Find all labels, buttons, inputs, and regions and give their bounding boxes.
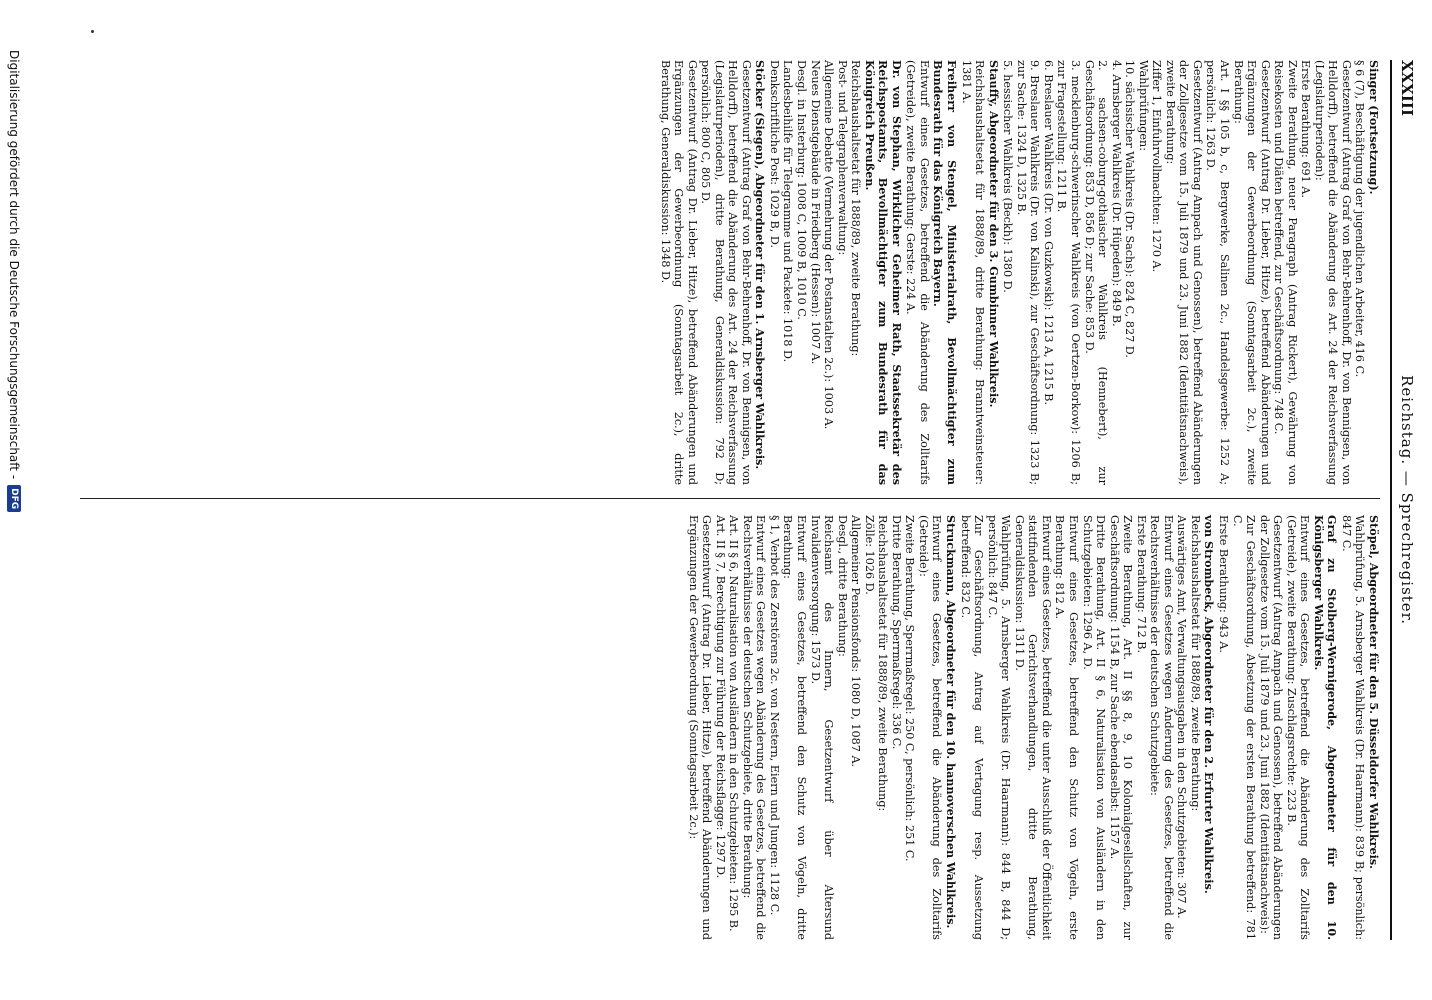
entry-line: Erste Berathung: 943 A. xyxy=(1216,515,1230,653)
entry-line: Zweite Berathung, Art. II §§ 8, 9, 10 Kolonialgesellschaften, zur Geschäftsordnung: 1154 B, zur Sache ebendaselbst: 1157 A. xyxy=(1107,515,1135,940)
entry-line: Entwurf eines Gesetzes, betreffend die Abänderung des Zolltarifs (Getreide): xyxy=(916,515,944,940)
entry-line: Gesetzentwurf (Antrag Dr. Lieber, Hitze), betreffend Abänderungen und Ergänzungen der Gewerbeordnung (Sonntagsarbeit 2c.): xyxy=(686,515,714,940)
entry-line: Erste Berathung: 712 B. xyxy=(1134,515,1148,654)
page-mark xyxy=(91,30,94,33)
entry-line: Desgl. in Insterburg: 1008 C, 1009 B, 1010 C. xyxy=(795,60,809,320)
entry-line: 2. sachsen-coburg-gothaischer Wahlkreis (Hennebert), zur Geschäftsordnung: 853 D, 856 D; zur Sache: 853 D. xyxy=(1082,60,1110,485)
entry-heading: Stöpel, Abgeordneter für den 5. Düsseldorfer Wahlkreis. xyxy=(1367,515,1381,870)
entry-line: Zweite Berathung, Sperrmaßregel: 250 C, persönlich: 251 C. xyxy=(903,515,917,862)
entry-heading: Dr. von Stephan, Wirklicher Geheimer Rath, Staatssekretär des Reichspostamts, Bevollmächtigter zum Bundesrath für das Königreich Preußen. xyxy=(862,60,904,485)
entry-line: Entwurf eines Gesetzes wegen Abänderung des Gesetzes, betreffend die Rechtsverhältnisse der deutschen Schutzgebiete, dritte Berathung: xyxy=(740,515,768,940)
column-divider xyxy=(80,498,1380,499)
entry-line: Entwurf eines Gesetzes, betreffend den Schutz von Vögeln, erste Berathung: 812 A. xyxy=(1053,515,1080,940)
entry-line: Entwurf eines Gesetzes, betreffend die unter Ausschluß der Öffentlichkeit stattfindenden Gerichtsverhandlungen, dritte Berathung, Generaldiskussion: 1311 D. xyxy=(1012,515,1053,940)
entry-line: Zölle: 1026 D. xyxy=(862,515,876,595)
entry-line: § 1, Verbot des Zerstörens 2c. von Nestern, Eiern und Jungen: 1128 C. xyxy=(767,515,781,916)
entry-heading: Stöcker (Siegen), Abgeordneter für den 1. Arnsberger Wahlkreis. xyxy=(753,60,768,470)
entry-line: Entwurf eines Gesetzes, betreffend die Abänderung des Zolltarifs (Getreide), zweite Berathung: Gerste: 224 A. xyxy=(904,60,931,485)
running-title: Reichstag. — Sprechregister. xyxy=(1398,375,1416,625)
entry-line: Reichshaushaltsetat für 1888/89, zweite Berathung: xyxy=(1188,515,1202,812)
entry-line: Gesetzentwurf (Antrag Ampach und Genossen), betreffend Abänderungen der Zollgesetze vom 15. Juli 1879 und 23. Juni 1882 (Identitätsnachweis), zweite Berathung: xyxy=(1163,60,1204,485)
entry-line: Entwurf eines Gesetzes wegen Änderung des Gesetzes, betreffend die Rechtsverhältnisse der deutschen Schutzgebiete: xyxy=(1148,515,1175,940)
entry-line: Entwurf eines Gesetzes, betreffend den Schutz von Vögeln, dritte Berathung: xyxy=(781,515,809,940)
entry-line: Art. II § 7, Berechtigung zur Führung der Reichsflagge: 1297 D. xyxy=(713,515,727,879)
entry-heading: Struckmann, Abgeordneter für den 10. hannoverschen Wahlkreis. xyxy=(944,515,959,929)
entry-line: Allgemeiner Pensionsfonds: 1080 D, 1087 A. xyxy=(849,515,863,768)
entry-line: Reichshaushaltsetat für 1888/89, zweite Berathung: xyxy=(849,60,863,357)
entry-line: Dritte Berathung, Sperrmaßregel: 336 C. xyxy=(889,515,903,750)
entry-line: Dritte Berathung, Art. II § 6, Naturalisation von Ausländern in den Schutzgebieten: 1296 A, D. xyxy=(1080,515,1108,940)
entry-line: Reichshaushaltsetat für 1888/89, zweite Berathung: xyxy=(876,515,890,812)
entry-line: Neues Dienstgebäude in Friedberg (Hessen): 1007 A. xyxy=(808,60,822,365)
entry-line: Post- und Telegraphenverwaltung: xyxy=(835,60,849,256)
entry-line: Wahlprüfung, 5. Arnsberger Wahlkreis (Dr. Haarmann): 839 B; persönlich: 847 C. xyxy=(1339,515,1367,940)
entry-line: 5. hessischer Wahlkreis (Beckh): 1380 D. xyxy=(1001,60,1015,293)
register-entry xyxy=(1339,515,1380,940)
register-entry xyxy=(686,515,957,940)
dfg-logo-icon: DFG xyxy=(7,485,21,512)
entry-line: Wahlprüfung, 5. Arnsberger Wahlkreis (Dr. Haarmann): 844 B, 844 D; persönlich: 847 C. xyxy=(985,515,1013,940)
entry-line: Entwurf eines Gesetzes, betreffend die Abänderung des Zolltarifs (Getreide), zweite Berathung: Zuschlagsrechte: 223 B. xyxy=(1284,515,1312,940)
register-entry xyxy=(1216,515,1338,940)
page-number: XXXIII xyxy=(1398,60,1416,116)
entry-heading: Freiherr von Stengel, Ministerialrath, Bevollmächtigter zum Bundesrath für das Königreich Bayern. xyxy=(931,60,960,485)
column-right xyxy=(685,515,1380,940)
entry-line: Gesetzentwurf (Antrag Ampach und Genossen), betreffend Abänderungen der Zollgesetze vom 15. Juli 1879 und 23. Juni 1882 (Identitätsnachweis): xyxy=(1257,515,1285,940)
entry-line: 4. Arnsberger Wahlkreis (Dr. Hüpeden): 849 B. xyxy=(1109,60,1123,327)
register-entry xyxy=(904,60,958,485)
entry-heading: von Strombeck, Abgeordneter für den 2. Erfurter Wahlkreis. xyxy=(1202,515,1217,894)
entry-line: Gesetzentwurf (Antrag Graf von Behr-Behrenhoff, Dr. von Bennigsen, von Helldorff), betreffend die Abänderung des Art. 24 der Reichsverfassung (Legislaturperioden): xyxy=(1312,60,1353,485)
register-entry xyxy=(658,60,766,485)
entry-line: Reichsamt des Innern, Gesetzentwurf über Altersund Invalidenversorgung: 1573 D. xyxy=(808,515,836,940)
entry-line: Art. II § 6, Naturalisation von Ausländern in den Schutzgebieten: 1295 B. xyxy=(727,515,741,932)
entry-line: Reichshaushaltsetat für 1888/89, dritte Berathung: Branntweinsteuer: 1381 A. xyxy=(959,60,987,485)
register-entry xyxy=(1001,60,1380,485)
entry-heading: Stauffy, Abgeordneter für den 3. Gumbinner Wahlkreis. xyxy=(986,60,1001,408)
entry-line: Gesetzentwurf (Antrag Graf von Behr-Behrenhoff, Dr. von Bennigsen, von Helldorff), betreffend die Abänderung des Art. 24 der Reichsverfassung (Legislaturperioden), dritte Berathung, Generaldiskussion: 792 D; persönlich: 800 C, 805 D. xyxy=(699,60,753,485)
entry-line: Art. I §§ 105 b, c, Bergwerke, Salinen 2c., Handelsgewerbe: 1252 A; persönlich: 1263 D. xyxy=(1204,60,1231,485)
entry-line: 6. Breslauer Wahlkreis (Dr. von Guzkowski): 1213 A, 1215 B. xyxy=(1041,60,1055,406)
entry-line: Gesetzentwurf (Antrag Dr. Lieber, Hitze), betreffend Abänderungen und Ergänzungen der Gewerbeordnung (Sonntagsarbeit 2c.), zweite Berathung: xyxy=(1231,60,1272,485)
entry-line: Zur Geschäftsordnung, Antrag auf Vertagung resp. Aussetzung betreffend: 832 C. xyxy=(958,515,986,940)
entry-line: Denkschriftliche Post: 1029 B, D. xyxy=(767,60,781,249)
entry-line: Auswärtiges Amt, Verwaltungsausgaben in den Schutzgebieten: 307 A. xyxy=(1175,515,1189,919)
entry-line: Wahlprüfungen: xyxy=(1136,60,1150,152)
entry-line: Allgemeine Debatte (Vermehrung der Postanstalten 2c.): 1003 A. xyxy=(822,60,836,430)
entry-line: 3. mecklenburg-schwerinscher Wahlkreis (von Oertzen-Borkow): 1206 B; zur Fragestellung: 1211 B. xyxy=(1055,60,1082,485)
credit-text: Digitalisierung gefördert durch die Deutsche Forschungsgemeinschaft - xyxy=(7,50,21,480)
digitization-credit xyxy=(6,50,22,950)
entry-heading: Graf zu Stolberg-Wernigerode, Abgeordneter für den 10. Königsberger Wahlkreis. xyxy=(1311,515,1340,940)
entry-line: 9. Breslauer Wahlkreis (Dr. von Kalinski), zur Geschäftsordnung: 1323 B; zur Sache: 1324 D, 1325 B. xyxy=(1014,60,1042,485)
entry-line: § 6 (7), Beschäftigung der jugendlichen Arbeiter, 416 C. xyxy=(1353,60,1367,378)
entry-line: Landesbeihilfe für Telegramme und Packete: 1018 D. xyxy=(781,60,795,363)
entry-line: Gesetzentwurf (Antrag Dr. Lieber, Hitze), betreffend Abänderungen und Ergänzungen der Gewerbeordnung (Sonntagsarbeit 2c.), dritte Berathung, Generaldiskussion: 1348 D. xyxy=(658,60,699,485)
page-header xyxy=(1390,60,1422,940)
entry-line: Erste Berathung: 691 A. xyxy=(1299,60,1313,198)
register-entry xyxy=(767,60,902,485)
entry-line: Zur Geschäftsordnung, Absetzung der ersten Berathung betreffend: 781 C. xyxy=(1230,515,1258,940)
entry-heading: Singer (Fortsetzung). xyxy=(1367,60,1381,195)
register-entry xyxy=(959,60,1000,485)
entry-line: Desgl., dritte Berathung: xyxy=(835,515,849,657)
entry-line: Zweite Berathung, neuer Paragraph (Antrag Rickert), Gewährung von Reisekosten und Diäten betreffend, zur Geschäftsordnung: 748 C. xyxy=(1272,60,1299,485)
entry-line: Ziffer 1, Einfuhrvollmachten: 1270 A. xyxy=(1150,60,1164,273)
register-entry xyxy=(958,515,1215,940)
column-left xyxy=(657,60,1380,485)
entry-line: 10. sächsischer Wahlkreis (Dr. Sachs): 824 C, 827 D. xyxy=(1123,60,1137,358)
